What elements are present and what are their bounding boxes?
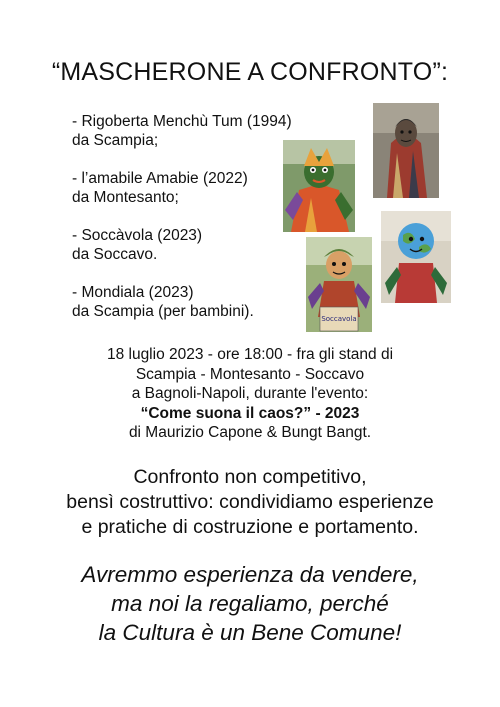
photo-amabie bbox=[283, 140, 355, 232]
event-details bbox=[0, 345, 500, 443]
mask-origin: da Montesanto; bbox=[72, 189, 179, 206]
event-date: 18 luglio 2023 - ore 18:00 - fra gli stand di bbox=[106, 346, 394, 363]
mask-name: - Mondiala (2023) bbox=[72, 284, 194, 301]
statement-line: bensì costruttivo: condividiamo esperienze bbox=[66, 491, 434, 513]
photo-mondiala bbox=[381, 211, 451, 303]
event-organizers: di Maurizio Capone & Bungt Bangt. bbox=[128, 424, 372, 441]
statement bbox=[0, 465, 500, 540]
photo-soccavola bbox=[306, 237, 372, 332]
slogan bbox=[0, 560, 500, 647]
mask-origin: da Scampia (per bambini). bbox=[72, 303, 254, 320]
photo-rigoberta bbox=[373, 103, 439, 198]
poster-title: “MASCHERONE A CONFRONTO”: bbox=[51, 58, 449, 86]
sign-text: Soccavola bbox=[321, 315, 357, 323]
mask-name: - Soccàvola (2023) bbox=[72, 227, 203, 244]
event-title: “Come suona il caos?” - 2023 bbox=[140, 404, 360, 422]
mask-name: - l’amabile Amabie (2022) bbox=[72, 170, 248, 187]
mask-name: - Rigoberta Menchù Tum (1994) bbox=[72, 113, 292, 130]
mask-item-mondiala bbox=[72, 283, 322, 321]
event-stands: Scampia - Montesanto - Soccavo bbox=[135, 365, 365, 383]
event-location: a Bagnoli-Napoli, durante l'evento: bbox=[131, 385, 369, 402]
statement-line: Confronto non competitivo, bbox=[133, 466, 367, 488]
slogan-line: la Cultura è un Bene Comune! bbox=[98, 620, 402, 645]
mask-origin: da Scampia; bbox=[72, 132, 159, 149]
slogan-line: ma noi la regaliamo, perché bbox=[111, 591, 389, 616]
mask-origin: da Soccavo. bbox=[72, 246, 158, 263]
slogan-line: Avremmo esperienza da vendere, bbox=[81, 562, 419, 587]
statement-line: e pratiche di costruzione e portamento. bbox=[81, 516, 419, 538]
